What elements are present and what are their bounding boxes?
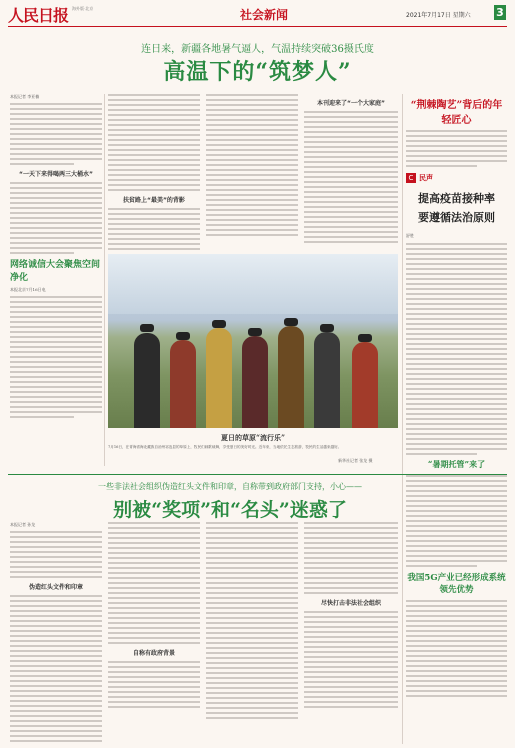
photo-grassland-musicians (108, 254, 398, 428)
lead-article-column-4 (304, 94, 398, 250)
band-byline: 本报记者 孙龙 (10, 522, 36, 527)
band-headline: 别被“奖项”和“名头”迷惑了 (113, 499, 347, 521)
hat-icon (176, 332, 190, 340)
right-column (406, 94, 507, 744)
band-divider (8, 474, 507, 475)
lead-subhead-2: 扶贫路上“最美”的背影 (123, 197, 185, 204)
right-headline-5g: 我国5G产业已经形成系统领先优势 (407, 573, 506, 595)
band-column-1 (10, 522, 102, 744)
musician-figure (242, 336, 268, 428)
lead-article-column-1 (10, 94, 102, 470)
commentary-headline-line-1: 提高疫苗接种率 (418, 192, 495, 205)
issue-date: 2021年7月17日 星期六 (406, 12, 471, 19)
band-column-4 (304, 522, 398, 744)
newspaper-logo: 人民日报 (8, 6, 69, 25)
right-headline-pottery: “荆棘陶艺”背后的年轻匠心 (410, 100, 503, 126)
page-number: 3 (494, 5, 506, 20)
hat-icon (140, 324, 154, 332)
section-title: 社会新闻 (240, 8, 289, 22)
musician-figure (314, 332, 340, 428)
lead-article-column-2 (108, 94, 200, 250)
news-brief-headline: 网络诚信大会聚焦空间净化 (10, 260, 101, 283)
sky (108, 254, 398, 314)
lead-headline: 高温下的“筑梦人” (163, 59, 352, 85)
musician-figure (170, 340, 196, 428)
band-subhead-2: 自称有政府背景 (132, 650, 175, 657)
hat-icon (284, 318, 298, 326)
logo-subtitle: 海外版·北京 (72, 6, 94, 11)
masthead-rule (8, 26, 507, 27)
musician-figure (134, 333, 160, 428)
band-column-3 (206, 522, 298, 744)
minsheng-icon: C (406, 173, 416, 183)
band-subhead-3: 尽快打击非法社会组织 (320, 600, 381, 607)
band-kicker: 一些非法社会组织伪造红头文件和印章，自称带到政府部门支持，小心—— (98, 482, 362, 491)
minsheng-label: 民声 (419, 173, 433, 182)
commentary-headline-line-2: 要遵循法治原则 (418, 211, 495, 224)
musician-figure (206, 328, 232, 428)
commentary-author: 舒胜 (406, 233, 414, 238)
masthead (8, 3, 507, 25)
news-brief-byline: 本报北京7月16日电 (10, 287, 46, 292)
lead-subhead-1: “一天下来得喝两三大桶水” (19, 171, 93, 178)
hat-icon (248, 328, 262, 336)
photo-credit: 新华社记者 张龙 摄 (338, 458, 373, 463)
band-column-2 (108, 522, 200, 744)
photo-caption-title: 夏日的草原“流行乐” (220, 433, 286, 442)
musician-figure (352, 342, 378, 428)
musician-figure (278, 326, 304, 428)
lead-kicker: 连日来，新疆各地暑气逼人，气温持续突破36摄氏度 (141, 44, 374, 55)
hat-icon (358, 334, 372, 342)
photo-caption: 7月16日，在青海省海北藏族自治州祁连县的草原上，牧民们载歌载舞，享受夏日的美好时光。近年来，当地依托生态旅游，牧民的生活越来越好。 (108, 445, 342, 449)
band-subhead-1: 伪造红头文件和印章 (28, 584, 83, 591)
right-headline-summer-care: “暑期托管”来了 (427, 459, 486, 469)
minsheng-section-label (406, 173, 507, 183)
hat-icon (320, 324, 334, 332)
lead-article-column-3 (206, 94, 298, 250)
hat-icon (212, 320, 226, 328)
lead-byline: 本报记者 李亚楠 (10, 94, 40, 99)
lead-subhead-3: 本刊迎来了“一个大家庭” (317, 100, 385, 107)
